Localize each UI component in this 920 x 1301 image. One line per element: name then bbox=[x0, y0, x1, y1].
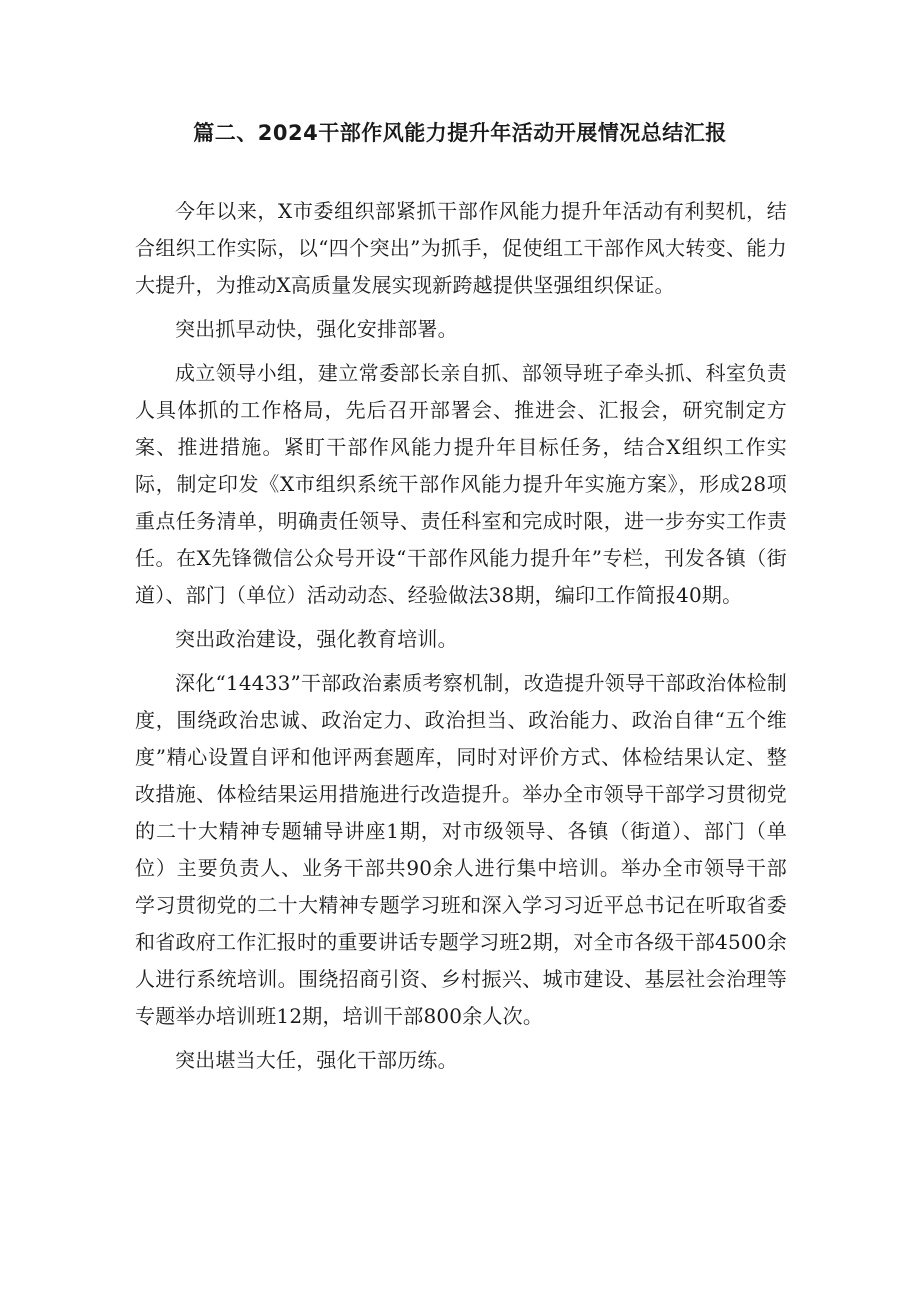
paragraph-intro: 今年以来，X市委组织部紧抓干部作风能力提升年活动有利契机，结合组织工作实际，以“四个突出”为抓手，促使组工干部作风大转变、能力大提升，为推动X高质量发展实现新跨越提供坚强组织保证。 bbox=[135, 199, 787, 297]
paragraph-2: 深化“14433”干部政治素质考察机制，改造提升领导干部政治体检制度，围绕政治忠诚、政治定力、政治担当、政治能力、政治自律“五个维度”精心设置自评和他评两套题库，同时对评价方式、体检结果认定、整改措施、体检结果运用措施进行改造提升。举办全市领导干部学习贯彻党的二十大精神专题辅导讲座1期，对市级领导、各镇（街道）、部门（单位）主要负责人、业务干部共90余人进行集中培训。举办全市领导干部学习贯彻党的二十大精神专题学习班和深入学习习近平总书记在听取省委和省政府工作汇报时的重要讲话专题学习班2期，对全市各级干部4500余人进行系统培训。围绕招商引资、乡村振兴、城市建设、基层社会治理等专题举办培训班12期，培训干部800余人次。 bbox=[135, 671, 787, 1028]
document-title: 篇二、2024干部作风能力提升年活动开展情况总结汇报 bbox=[193, 121, 727, 145]
document-body bbox=[135, 193, 787, 1086]
section-heading-1: 突出抓早动快，强化安排部署。 bbox=[175, 317, 458, 341]
paragraph-1: 成立领导小组，建立常委部长亲自抓、部领导班子牵头抓、科室负责人具体抓的工作格局，先后召开部署会、推进会、汇报会，研究制定方案、推进措施。紧盯干部作风能力提升年目标任务，结合X组织工作实际，制定印发《X市组织系统干部作风能力提升年实施方案》，形成28项重点任务清单，明确责任领导、责任科室和完成时限，进一步夯实工作责任。在X先锋微信公众号开设“干部作风能力提升年”专栏，刊发各镇（街道）、部门（单位）活动动态、经验做法38期，编印工作简报40期。 bbox=[135, 361, 787, 607]
section-heading-3: 突出堪当大任，强化干部历练。 bbox=[175, 1048, 458, 1072]
section-heading-2: 突出政治建设，强化教育培训。 bbox=[175, 627, 458, 651]
